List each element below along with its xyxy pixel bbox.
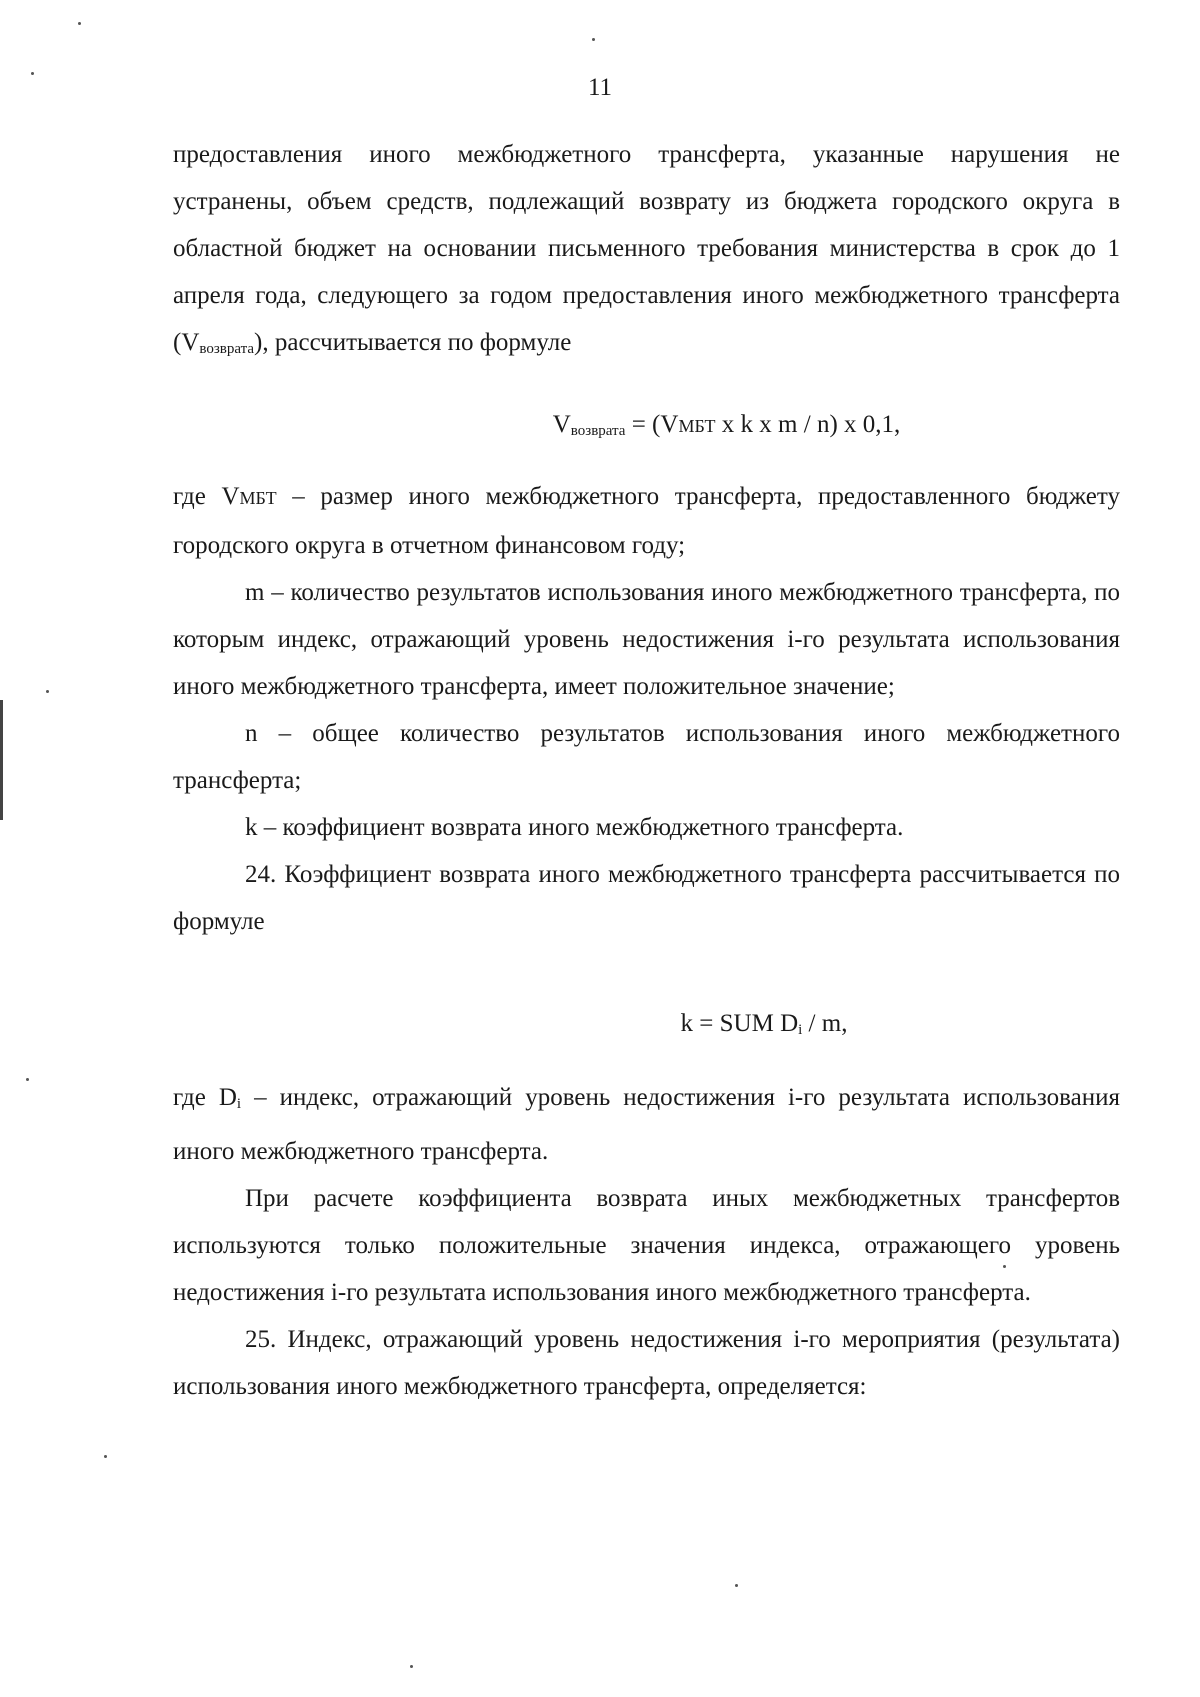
paragraph-n-definition: n – общее количество результатов использования иного межбюджетного трансферта; [173, 720, 1120, 794]
scan-edge-mark [0, 700, 3, 820]
paragraph-block-1 [173, 131, 1120, 373]
formula-text [553, 411, 901, 440]
subscript-text: МБТ [239, 488, 277, 508]
paragraph-text: предоставления иного межбюджетного трансферта, указанные нарушения не устранены, объем средств, подлежащий возврату из бюджета городского округа в областной бюджет на основании письменного требования министерства в срок до 1 апреля года, следующего за годом предоставления иного межбюджетного трансферта (V [173, 141, 1120, 356]
page-number: 11 [587, 74, 613, 101]
formula-symbol: / m, [802, 1010, 848, 1037]
formula-return-volume [173, 411, 1120, 440]
paragraph-item-25: 25. Индекс, отражающий уровень недостижения i-го мероприятия (результата) использования иного межбюджетного трансферта, определяется: [173, 1326, 1120, 1400]
paragraph-return-volume [173, 131, 1120, 373]
formula-symbol: x k x m / n) x 0,1, [715, 411, 901, 438]
paragraph-text: где D [173, 1084, 237, 1111]
paragraph-calculation-note: При расчете коэффициента возврата иных межбюджетных трансфертов используются только положительные значения индекса, отражающего уровень недостижения i-го результата использования иного межбюджетного трансферта. [173, 1185, 1120, 1306]
paragraph-block-3 [173, 1074, 1120, 1410]
scan-speck [1003, 1265, 1006, 1268]
scan-speck [26, 1078, 29, 1081]
scan-speck [592, 38, 595, 41]
scan-speck [31, 72, 34, 75]
scan-speck [104, 1455, 107, 1458]
subscript-text: возврата [570, 423, 626, 439]
scan-speck [735, 1584, 738, 1587]
subscript-text: МБТ [678, 416, 716, 436]
paragraph-text: где V [173, 483, 240, 510]
scan-speck [410, 1665, 413, 1668]
paragraph-item-24: 24. Коэффициент возврата иного межбюджетного трансферта рассчитывается по формуле [173, 861, 1120, 935]
paragraph-text: – индекс, отражающий уровень недостижения i-го результата использования иного межбюджетного трансферта. [173, 1084, 1120, 1165]
scan-speck [78, 22, 81, 25]
paragraph-text: – размер иного межбюджетного трансферта, предоставленного бюджету городского округа в отчетном финансовом году; [173, 483, 1120, 559]
formula-text [681, 1010, 848, 1039]
formula-symbol: k = SUM D [680, 1010, 799, 1037]
formula-symbol: = (V [625, 411, 679, 438]
subscript-text: i [236, 1096, 242, 1112]
subscript-text: i [798, 1022, 803, 1038]
paragraph-vmbt-definition [173, 473, 1120, 569]
paragraph-m-definition: m – количество результатов использования иного межбюджетного трансферта, по которым индекс, отражающий уровень недостижения i-го результата использования иного межбюджетного трансферта, имеет положительное значение; [173, 579, 1120, 700]
paragraph-block-2 [173, 473, 1120, 945]
subscript-text: возврата [199, 341, 255, 357]
paragraph-di-definition [173, 1074, 1120, 1175]
paragraph-text: ), рассчитывается по формуле [254, 329, 572, 356]
paragraph-k-definition: k – коэффициент возврата иного межбюджетного трансферта. [245, 814, 904, 841]
formula-symbol: V [552, 411, 571, 438]
scan-speck [46, 690, 49, 693]
formula-coefficient [173, 1010, 1120, 1039]
